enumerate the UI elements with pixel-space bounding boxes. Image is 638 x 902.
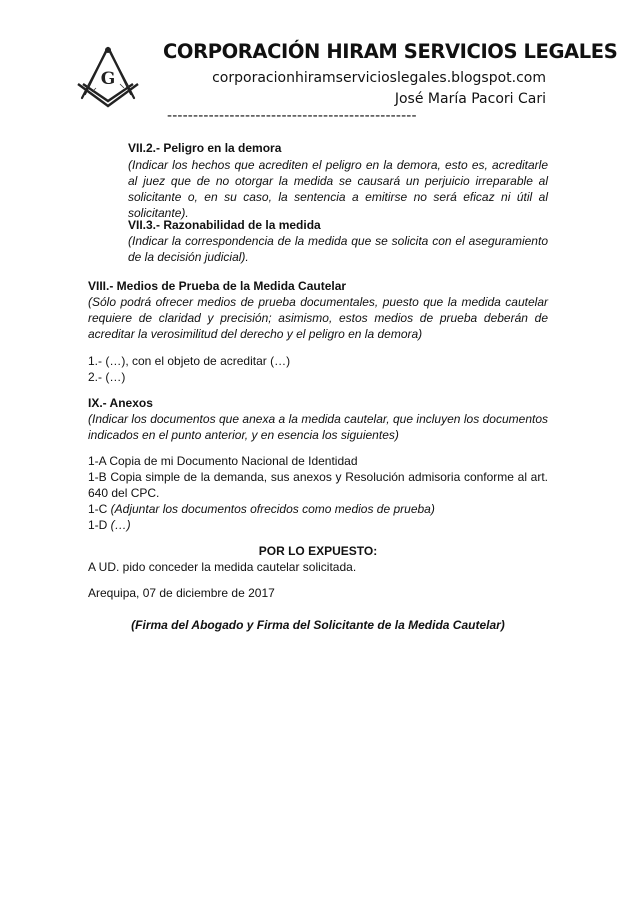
annex-1d-text: (…)	[110, 518, 131, 532]
closing-request: A UD. pido conceder la medida cautelar solicitada.	[88, 560, 357, 574]
annex-1c-code: 1-C	[88, 502, 111, 516]
section-viii-heading: VIII.- Medios de Prueba de la Medida Cautelar	[88, 279, 347, 293]
section-vii3-note: (Indicar la correspondencia de la medida que se solicita con el aseguramiento de la decisión judicial).	[128, 234, 548, 264]
section-viii-note: (Sólo podrá ofrecer medios de prueba documentales, puesto que la medida cautelar requiere de claridad y precisión; asimismo, estos medios de prueba deberán de acreditar la verosimilitud del derecho y el peligro en la demora)	[88, 295, 548, 341]
header-url: corporacionhiramservicioslegales.blogspot.com	[212, 70, 546, 86]
evidence-item-2: 2.- (…)	[88, 370, 126, 384]
annex-1c	[88, 501, 548, 517]
evidence-item-1: 1.- (…), con el objeto de acreditar (…)	[88, 354, 291, 368]
annex-1a: 1-A Copia de mi Documento Nacional de Identidad	[88, 454, 358, 468]
section-ix-heading: IX.- Anexos	[88, 396, 153, 410]
signature-line: (Firma del Abogado y Firma del Solicitante de la Medida Cautelar)	[131, 618, 505, 632]
section-vii3-heading: VII.3.- Razonabilidad de la medida	[128, 218, 321, 232]
closing-date: Arequipa, 07 de diciembre de 2017	[88, 586, 275, 600]
annex-1d	[88, 517, 548, 533]
masonic-square-compass-icon	[74, 44, 142, 110]
header-separator: ------------------------------------------------	[167, 108, 417, 124]
annex-1b: 1-B Copia simple de la demanda, sus anexos y Resolución admisoria conforme al art. 640 del CPC.	[88, 470, 548, 500]
closing-heading: POR LO EXPUESTO:	[258, 544, 378, 558]
header-author: José María Pacori Cari	[394, 91, 546, 107]
annex-1c-text: (Adjuntar los documentos ofrecidos como medios de prueba)	[110, 502, 435, 516]
header-title: CORPORACIÓN HIRAM SERVICIOS LEGALES	[163, 40, 618, 63]
logo-letter: G	[100, 69, 116, 89]
section-vii2-heading: VII.2.- Peligro en la demora	[128, 141, 282, 155]
section-vii2-note: (Indicar los hechos que acrediten el peligro en la demora, esto es, acreditarle al juez que de no otorgar la medida se causará un perjuicio irreparable al solicitante o, en su caso, la sentencia a emitirse no será eficaz ni útil al solicitante).	[128, 158, 548, 220]
section-ix-note: (Indicar los documentos que anexa a la medida cautelar, que incluyen los documentos indicados en el punto anterior, y en esencia los siguientes)	[88, 412, 548, 442]
annex-1d-code: 1-D	[88, 518, 111, 532]
